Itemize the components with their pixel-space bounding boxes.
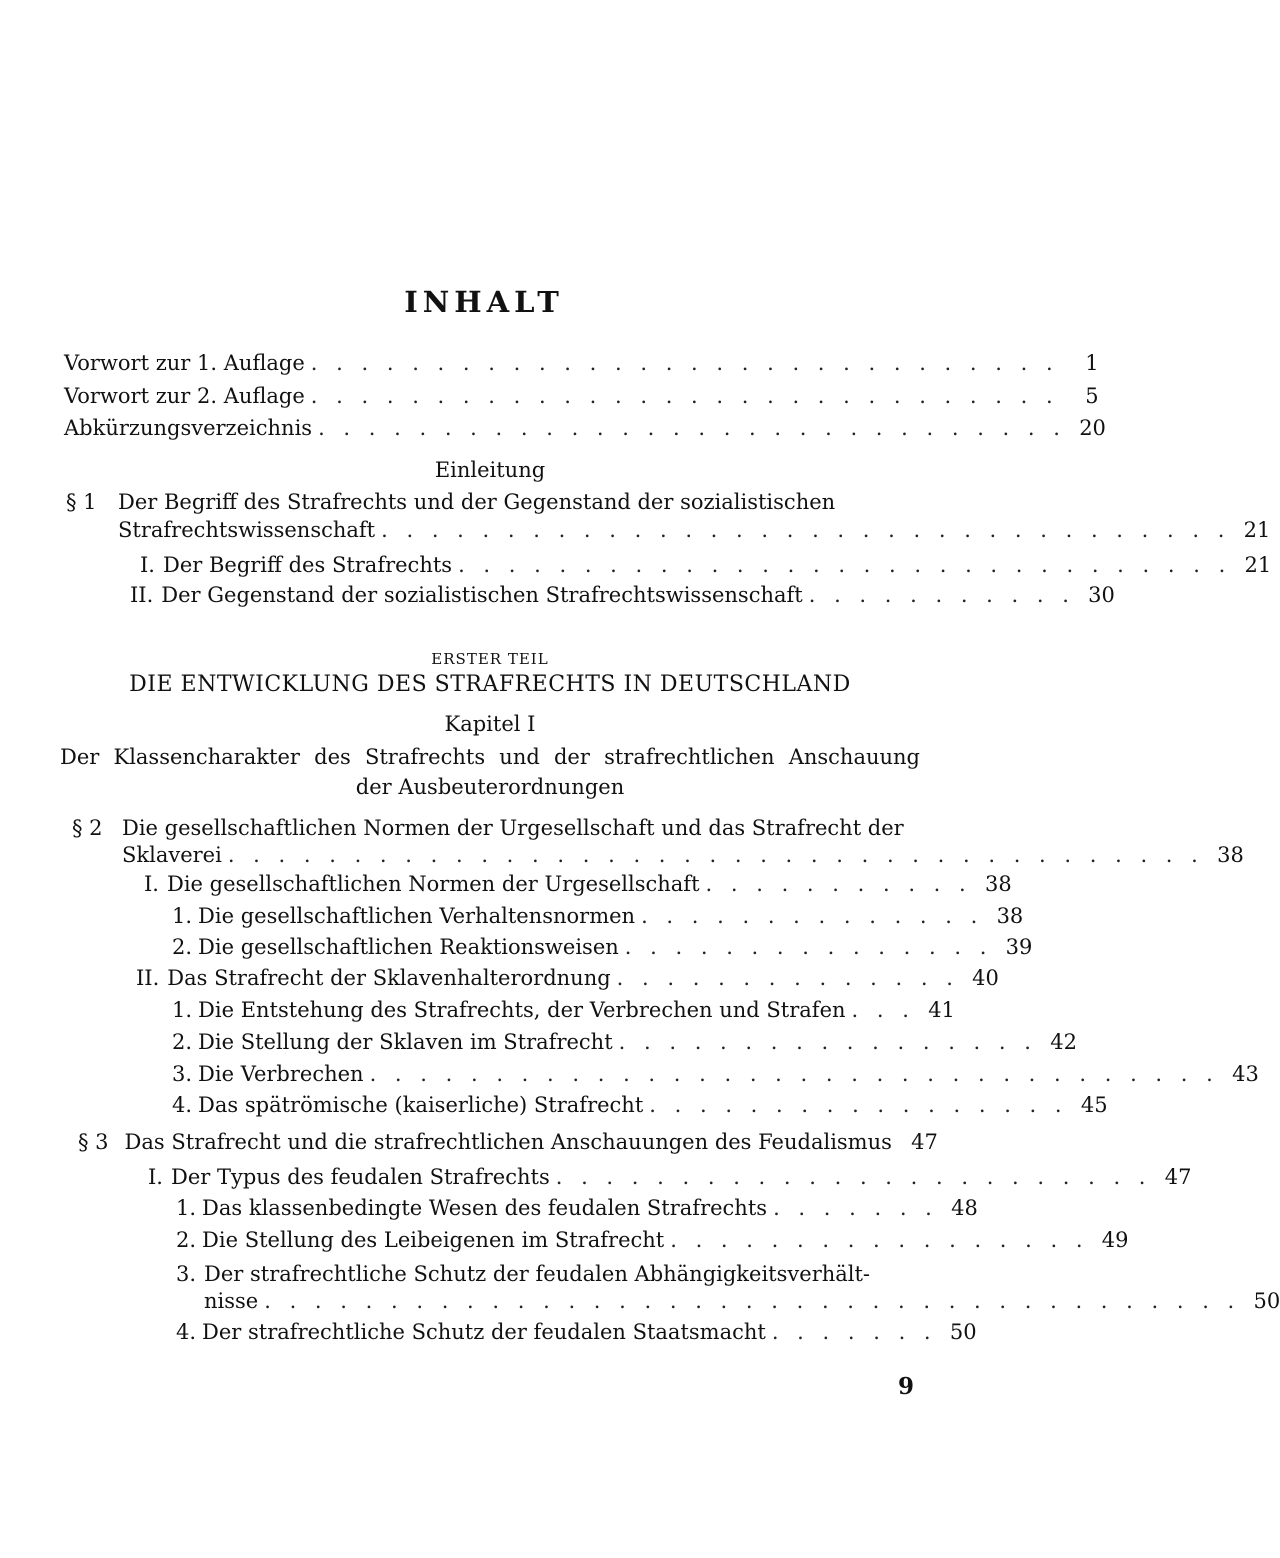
leader-dots: . . . . . . . . . . . . . . . . .: [670, 1228, 1089, 1252]
toc-entry-p2-II: [136, 966, 999, 998]
part-title: DIE ENTWICKLUNG DES STRAFRECHTS IN DEUTSCHLAND: [129, 672, 851, 697]
leader-dots: . . . . . . . . . . . . . . . . . . . . . . . . . . . . . .: [310, 384, 1059, 408]
entry-number: 1.: [172, 998, 193, 1022]
toc-entry-p3-I-3: [204, 1289, 1280, 1321]
leader-dots: . . . . . . . . . . . . . . . . . . . . . . . . . . . . . . .: [458, 553, 1232, 577]
leader-dots: . . . . . . . . . . .: [808, 583, 1075, 607]
toc-entry-para-1: [118, 518, 1271, 550]
leader-dots: . . . . . . . . . . . . . . . . . . . . . . . . . . . . . . . . . .: [381, 518, 1231, 542]
page-title: INHALT: [404, 285, 564, 319]
entry-number: 2.: [176, 1228, 197, 1252]
entry-label-line1: Der strafrechtliche Schutz der feudalen Abhängigkeitsverhält-: [204, 1262, 871, 1286]
entry-page: 30: [1088, 583, 1115, 607]
entry-page: 39: [1005, 935, 1033, 959]
entry-label: Die gesellschaftlichen Normen der Urgesellschaft: [166, 872, 700, 896]
entry-label: Das Strafrecht der Sklavenhalterordnung: [167, 966, 611, 990]
paragraph-number: § 1: [66, 490, 97, 514]
entry-number: 4.: [176, 1320, 197, 1344]
leader-dots: . . .: [851, 998, 915, 1022]
entry-number: 4.: [172, 1093, 193, 1117]
entry-label: Das Strafrecht und die strafrechtlichen Anschauungen des Feudalismus: [124, 1130, 892, 1154]
page-number: 9: [898, 1373, 915, 1400]
entry-label: Das spätrömische (kaiserliche) Strafrecht: [198, 1093, 644, 1117]
leader-dots: . . . . . . . . . . . . . . . . . . . . . . . . . . . . . . . . . . . . . . .: [264, 1289, 1241, 1313]
entry-page: 50: [1253, 1289, 1280, 1313]
entry-label: Der strafrechtliche Schutz der feudalen Staatsmacht: [202, 1320, 766, 1344]
toc-entry-p3-I-2: [176, 1228, 1129, 1260]
toc-entry-abkuerzungen: [64, 416, 1106, 448]
entry-label-line2: nisse: [204, 1289, 259, 1313]
leader-dots: . . . . . . . . . . . . . .: [616, 966, 959, 990]
toc-entry-einl-II: [130, 583, 1115, 615]
entry-label: Der Gegenstand der sozialistischen Strafrechtswissenschaft: [161, 583, 803, 607]
part-label: ERSTER TEIL: [431, 650, 549, 668]
toc-entry-p3-I-4: [176, 1320, 977, 1352]
leader-dots: . . . . . . . . . . . . . . . . . . . . . . . . . . . . . . . . . .: [369, 1062, 1219, 1086]
toc-entry-p2-I: [144, 872, 1012, 904]
entry-label: Das klassenbedingte Wesen des feudalen Strafrechts: [202, 1196, 768, 1220]
section-heading-einleitung: Einleitung: [434, 458, 546, 482]
leader-dots: . . . . . . . . . . . . . . . . .: [618, 1030, 1037, 1054]
paragraph-number: § 2: [72, 816, 103, 840]
entry-page: 45: [1080, 1093, 1108, 1117]
entry-page: 42: [1050, 1030, 1077, 1054]
entry-page: 43: [1232, 1062, 1259, 1086]
leader-dots: . . . . . . . . . . . . . . . . . . . . . . . . . . . . . .: [310, 351, 1059, 375]
leader-dots: . . . . . . . . . . . . . . . . . . . . . . . . . . . . . . . . . . . . . . .: [227, 843, 1204, 867]
entry-number: 3.: [176, 1262, 197, 1286]
entry-page: 40: [972, 966, 999, 990]
entry-number: II.: [136, 966, 160, 990]
leader-dots: . . . . . . . . . . . . . . . . .: [649, 1093, 1068, 1117]
entry-page: 48: [951, 1196, 978, 1220]
entry-label: Die gesellschaftlichen Verhaltensnormen: [198, 904, 636, 928]
entry-number: 3.: [172, 1062, 193, 1086]
entry-label: Abkürzungsverzeichnis: [64, 416, 313, 440]
leader-dots: . . . . . . . . . . . . . . . . . . . . . . . . . . . . . .: [318, 416, 1066, 440]
entry-page: 50: [949, 1320, 977, 1344]
toc-entry-vorwort-2: [64, 384, 1099, 416]
entry-page: 47: [1164, 1165, 1192, 1189]
toc-entry-p2-II-2: [172, 1030, 1077, 1062]
leader-dots: . . . . . . . . . . . . . .: [641, 904, 984, 928]
leader-dots: . . . . . . . . . . . . . . .: [624, 935, 993, 959]
entry-label: Die Verbrechen: [198, 1062, 364, 1086]
entry-page: 49: [1101, 1228, 1129, 1252]
leader-dots: . . . . . . .: [773, 1196, 938, 1220]
toc-entry-p2-II-3: [172, 1062, 1259, 1094]
entry-number: I.: [144, 872, 159, 896]
entry-page: 5: [1085, 384, 1099, 408]
entry-number: 1.: [176, 1196, 197, 1220]
toc-entry-p2-I-1: [172, 904, 1024, 936]
toc-entry-para-3: [78, 1130, 938, 1162]
leader-dots: . . . . . . . . . . . . . . . . . . . . . . . .: [555, 1165, 1152, 1189]
entry-page: 38: [996, 904, 1024, 928]
entry-label: Vorwort zur 2. Auflage: [64, 384, 305, 408]
toc-entry-vorwort-1: [64, 351, 1099, 383]
toc-entry-p3-I: [148, 1165, 1192, 1197]
entry-label: Vorwort zur 1. Auflage: [64, 351, 305, 375]
chapter-title-line1: Der Klassencharakter des Strafrechts und der strafrechtlichen Anschauung: [60, 745, 920, 769]
entry-label: Die Stellung des Leibeigenen im Strafrecht: [202, 1228, 665, 1252]
leader-dots: . . . . . . .: [771, 1320, 937, 1344]
entry-label: Die gesellschaftlichen Reaktionsweisen: [198, 935, 619, 959]
paragraph-title-line1: Der Begriff des Strafrechts und der Gegenstand der sozialistischen: [118, 490, 836, 514]
chapter-label: Kapitel I: [444, 712, 536, 736]
toc-entry-para-2: [122, 843, 1244, 875]
leader-dots: . . . . . . . . . . .: [705, 872, 972, 896]
toc-entry-p2-II-4: [172, 1093, 1108, 1125]
toc-entry-p2-I-2: [172, 935, 1033, 967]
entry-label: Die Entstehung des Strafrechts, der Verbrechen und Strafen: [198, 998, 846, 1022]
paragraph-title-line1: Die gesellschaftlichen Normen der Urgesellschaft und das Strafrecht der: [122, 816, 904, 840]
toc-entry-p3-I-1: [176, 1196, 978, 1228]
entry-number: 1.: [172, 904, 193, 928]
entry-page: 47: [911, 1130, 938, 1154]
toc-entry-einl-I: [140, 553, 1272, 585]
toc-entry-p2-II-1: [172, 998, 955, 1030]
entry-number: II.: [130, 583, 154, 607]
entry-label: Die Stellung der Sklaven im Strafrecht: [198, 1030, 613, 1054]
entry-page: 21: [1243, 518, 1271, 542]
entry-label: Der Begriff des Strafrechts: [162, 553, 453, 577]
entry-number: I.: [140, 553, 155, 577]
chapter-title-line2: der Ausbeuterordnungen: [355, 775, 625, 799]
entry-page: 20: [1079, 416, 1106, 440]
entry-number: 2.: [172, 935, 193, 959]
entry-label: Der Typus des feudalen Strafrechts: [170, 1165, 550, 1189]
entry-number: 2.: [172, 1030, 193, 1054]
entry-number: I.: [148, 1165, 163, 1189]
entry-page: 38: [1217, 843, 1244, 867]
entry-label: Strafrechtswissenschaft: [118, 518, 376, 542]
entry-page: 41: [928, 998, 955, 1022]
entry-label: Sklaverei: [122, 843, 222, 867]
entry-page: 1: [1085, 351, 1099, 375]
entry-number: § 3: [78, 1130, 109, 1154]
entry-page: 21: [1244, 553, 1272, 577]
entry-page: 38: [984, 872, 1012, 896]
